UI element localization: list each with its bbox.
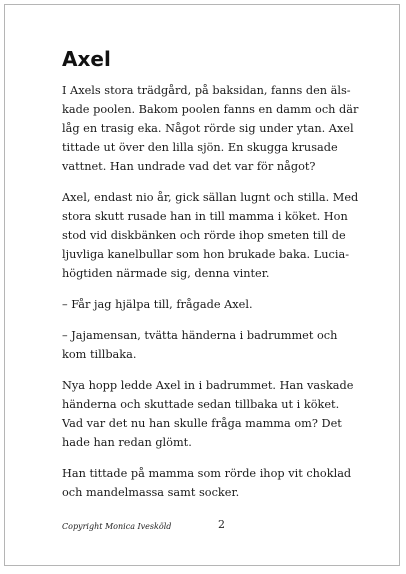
text-line: Han tittade på mamma som rörde ihop vit choklad: [62, 467, 352, 480]
text-line: stora skutt rusade han in till mamma i köket. Hon: [62, 210, 348, 223]
body-text: [62, 81, 362, 514]
paragraph: [62, 326, 362, 364]
text-line: hade han redan glömt.: [62, 436, 192, 449]
text-line: låg en trasig eka. Något rörde sig under ytan. Axel: [62, 122, 354, 135]
text-line: Vad var det nu han skulle fråga mamma om? Det: [62, 417, 342, 430]
text-line: kade poolen. Bakom poolen fanns en damm och där: [62, 103, 359, 116]
copyright-notice: Copyright Monica Ivesköld: [62, 522, 172, 531]
text-line: tittade ut över den lilla sjön. En skugga krusade: [62, 141, 338, 154]
paragraph: [62, 464, 362, 502]
text-line: händerna och skuttade sedan tillbaka ut i köket.: [62, 398, 340, 411]
text-line: Nya hopp ledde Axel in i badrummet. Han vaskade: [62, 379, 354, 392]
paragraph: [62, 376, 362, 452]
paragraph: [62, 295, 362, 314]
paragraph: [62, 81, 362, 176]
text-line: – Jajamensan, tvätta händerna i badrummet och: [62, 329, 338, 342]
text-line: I Axels stora trädgård, på baksidan, fanns den äls-: [62, 84, 351, 97]
text-line: kom tillbaka.: [62, 348, 137, 361]
chapter-title: Axel: [62, 47, 111, 71]
text-line: – Får jag hjälpa till, frågade Axel.: [62, 298, 253, 311]
text-line: och mandelmassa samt socker.: [62, 486, 240, 499]
text-line: högtiden närmade sig, denna vinter.: [62, 267, 270, 280]
text-line: ljuvliga kanelbullar som hon brukade baka. Lucia-: [62, 248, 350, 261]
paragraph: [62, 188, 362, 283]
document-page: [4, 4, 400, 566]
text-line: Axel, endast nio år, gick sällan lugnt och stilla. Med: [62, 191, 359, 204]
page-number: 2: [218, 518, 225, 531]
text-line: vattnet. Han undrade vad det var för något?: [62, 160, 316, 173]
text-line: stod vid diskbänken och rörde ihop smeten till de: [62, 229, 346, 242]
